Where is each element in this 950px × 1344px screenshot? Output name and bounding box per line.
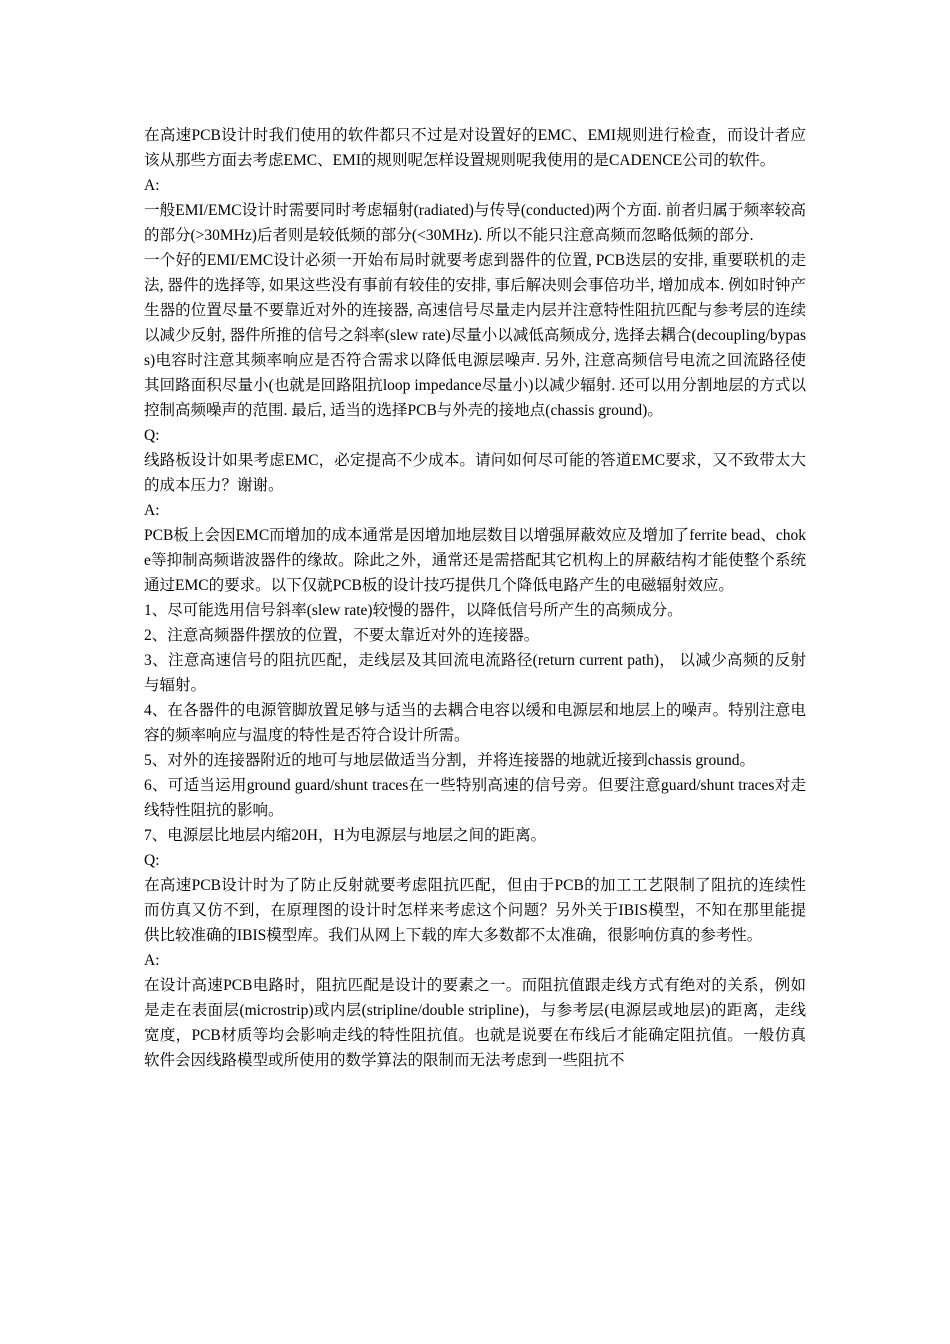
list-item: 1、尽可能选用信号斜率(slew rate)较慢的器件，以降低信号所产生的高频成分。 (144, 602, 683, 619)
document-body (144, 123, 806, 1073)
list-item: 5、对外的连接器附近的地可与地层做适当分割，并将连接器的地就近接到chassis ground。 (144, 752, 755, 769)
list-item: 4、在各器件的电源管脚放置足够与适当的去耦合电容以缓和电源层和地层上的噪声。特别注意电容的频率响应与温度的特性是否符合设计所需。 (144, 702, 806, 744)
list-item: 2、注意高频器件摆放的位置，不要太靠近对外的连接器。 (144, 627, 540, 644)
answer-2-intro: PCB板上会因EMC而增加的成本通常是因增加地层数目以增强屏蔽效应及增加了ferrite bead、choke等抑制高频谐波器件的缘故。除此之外，通常还是需搭配其它机构上的屏蔽结构才能使整个系统通过EMC的要求。以下仅就PCB板的设计技巧提供几个降低电路产生的电磁辐射效应。 (144, 527, 806, 594)
answer-label: A: (144, 177, 160, 194)
question-1-text: 在高速PCB设计时我们使用的软件都只不过是对设置好的EMC、EMI规则进行检查，而设计者应该从那些方面去考虑EMC、EMI的规则呢怎样设置规则呢我使用的是CADENCE公司的软件。 (144, 127, 806, 169)
question-label: Q: (144, 852, 160, 869)
question-3-text: 在高速PCB设计时为了防止反射就要考虑阻抗匹配，但由于PCB的加工工艺限制了阻抗的连续性而仿真又仿不到，在原理图的设计时怎样来考虑这个问题？另外关于IBIS模型，不知在那里能提供比较准确的IBIS模型库。我们从网上下载的库大多数都不太准确，很影响仿真的参考性。 (144, 877, 806, 944)
question-2-text: 线路板设计如果考虑EMC，必定提高不少成本。请问如何尽可能的答道EMC要求，又不致带太大的成本压力？谢谢。 (144, 452, 806, 494)
answer-label: A: (144, 502, 160, 519)
answer-1-paragraph-1: 一般EMI/EMC设计时需要同时考虑辐射(radiated)与传导(conducted)两个方面. 前者归属于频率较高的部分(>30MHz)后者则是较低频的部分(<30MHz). 所以不能只注意高频而忽略低频的部分. (144, 202, 806, 244)
answer-label: A: (144, 952, 160, 969)
question-label: Q: (144, 427, 160, 444)
answer-1-paragraph-2: 一个好的EMI/EMC设计必须一开始布局时就要考虑到器件的位置, PCB迭层的安排, 重要联机的走法, 器件的选择等, 如果这些没有事前有较佳的安排, 事后解决则会事倍功半, 增加成本. 例如时钟产生器的位置尽量不要靠近对外的连接器, 高速信号尽量走内层并注意特性阻抗匹配与参考层的连续以减少反射, 器件所推的信号之斜率(slew rate)尽量小以减低高频成分, 选择去耦合(decoupling/bypass)电容时注意其频率响应是否符合需求以降低电源层噪声. 另外, 注意高频信号电流之回流路径使其回路面积尽量小(也就是回路阻抗loop impedance尽量小)以减少辐射. 还可以用分割地层的方式以控制高频噪声的范围. 最后, 适当的选择PCB与外壳的接地点(chassis ground)。 (144, 252, 806, 419)
list-item: 7、电源层比地层内缩20H，H为电源层与地层之间的距离。 (144, 827, 547, 844)
answer-3-text: 在设计高速PCB电路时，阻抗匹配是设计的要素之一。而阻抗值跟走线方式有绝对的关系，例如是走在表面层(microstrip)或内层(stripline/double stripline)，与参考层(电源层或地层)的距离，走线宽度，PCB材质等均会影响走线的特性阻抗值。也就是说要在布线后才能确定阻抗值。一般仿真软件会因线路模型或所使用的数学算法的限制而无法考虑到一些阻抗不 (144, 977, 806, 1069)
list-item: 6、可适当运用ground guard/shunt traces在一些特别高速的信号旁。但要注意guard/shunt traces对走线特性阻抗的影响。 (144, 777, 806, 819)
list-item: 3、注意高速信号的阻抗匹配，走线层及其回流电流路径(return current path)， 以减少高频的反射与辐射。 (144, 652, 806, 694)
